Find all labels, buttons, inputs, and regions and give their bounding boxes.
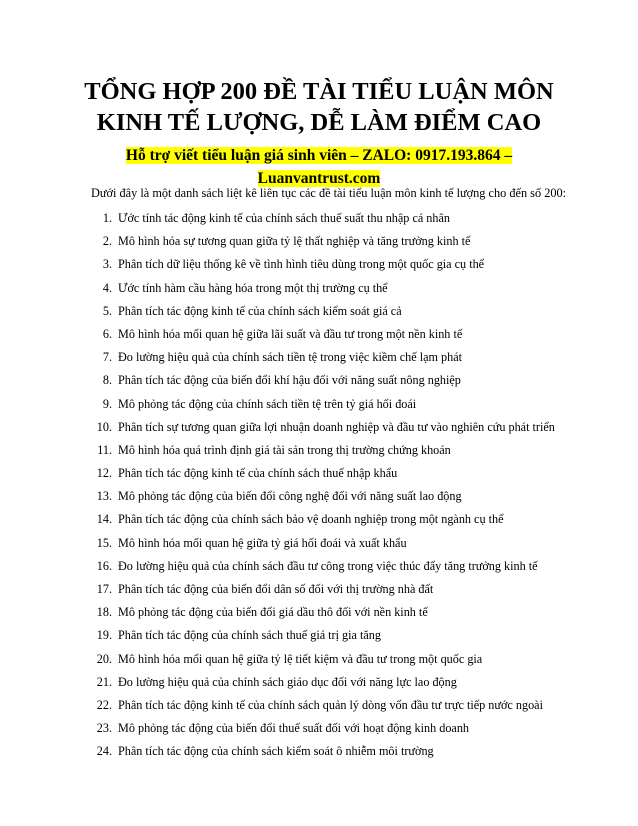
list-item-number: 14.	[96, 512, 112, 527]
list-item-text: Mô phỏng tác động của biến đổi công nghệ đối với năng suất lao động	[118, 489, 462, 504]
list-item-text: Phân tích dữ liệu thống kê về tình hình tiêu dùng trong một quốc gia cụ thể	[118, 257, 485, 272]
list-item	[0, 579, 638, 602]
list-item	[0, 672, 638, 695]
list-item-number: 12.	[96, 466, 112, 481]
list-item	[0, 602, 638, 625]
list-item	[0, 278, 638, 301]
list-item-number: 18.	[96, 605, 112, 620]
list-item	[0, 533, 638, 556]
title-line-2: KINH TẾ LƯỢNG, DỄ LÀM ĐIỂM CAO	[96, 109, 542, 136]
list-item	[0, 509, 638, 532]
list-item-text: Mô phỏng tác động của biến đổi giá dầu thô đối với nền kinh tế	[118, 605, 428, 620]
list-item-number: 22.	[96, 697, 112, 712]
list-item	[0, 417, 638, 440]
list-item	[0, 347, 638, 370]
list-item-text: Phân tích tác động của chính sách kiểm soát ô nhiễm môi trường	[118, 744, 434, 759]
list-item-number: 3.	[102, 257, 112, 272]
intro-paragraph: Dưới đây là một danh sách liệt kê liên tục các đề tài tiểu luận môn kinh tế lượng cho đến số 200:	[91, 186, 567, 200]
list-item-number: 1.	[102, 211, 112, 225]
subtitle-line-2: Luanvantrust.com	[257, 170, 381, 187]
topic-list	[0, 208, 638, 765]
list-item-number: 13.	[96, 489, 112, 504]
list-item-number: 16.	[96, 558, 112, 573]
list-item	[0, 649, 638, 672]
list-item	[0, 556, 638, 579]
list-item-number: 20.	[96, 651, 112, 666]
list-item-number: 11.	[97, 442, 112, 457]
page-title	[60, 76, 578, 138]
list-item	[0, 394, 638, 417]
list-item-number: 6.	[102, 326, 112, 341]
list-item-text: Phân tích tác động của biến đổi khí hậu đối với năng suất nông nghiệp	[118, 373, 461, 388]
list-item	[0, 370, 638, 393]
list-item	[0, 695, 638, 718]
list-item-text: Phân tích sự tương quan giữa lợi nhuận doanh nghiệp và đầu tư vào nghiên cứu phát triển	[118, 419, 555, 434]
list-item-text: Mô hình hóa mối quan hệ giữa lãi suất và đầu tư trong một nền kinh tế	[118, 326, 463, 341]
list-item-number: 21.	[96, 674, 112, 689]
title-line-1: TỔNG HỢP 200 ĐỀ TÀI TIỂU LUẬN MÔN	[84, 78, 554, 105]
list-item-number: 2.	[102, 234, 112, 249]
list-item	[0, 625, 638, 648]
list-item-text: Ước tính hàm cầu hàng hóa trong một thị trường cụ thể	[118, 280, 388, 295]
list-item-text: Đo lường hiệu quả của chính sách tiền tệ trong việc kiềm chế lạm phát	[118, 350, 463, 365]
list-item-number: 7.	[102, 350, 112, 365]
list-item-number: 5.	[102, 303, 112, 318]
list-item	[0, 301, 638, 324]
list-item-text: Phân tích tác động kinh tế của chính sách quản lý dòng vốn đầu tư trực tiếp nước ngoài	[118, 697, 543, 712]
list-item-text: Mô hình hóa sự tương quan giữa tỷ lệ thất nghiệp và tăng trưởng kinh tế	[118, 234, 471, 249]
list-item-number: 24.	[96, 744, 112, 759]
list-item-text: Phân tích tác động của chính sách bảo vệ doanh nghiệp trong một ngành cụ thể	[118, 512, 504, 527]
list-item-text: Mô hình hóa mối quan hệ giữa tỷ lệ tiết kiệm và đầu tư trong một quốc gia	[118, 651, 483, 666]
list-item-text: Phân tích tác động kinh tế của chính sách kiểm soát giá cả	[118, 303, 402, 318]
list-item-number: 17.	[96, 582, 112, 596]
list-item-text: Đo lường hiệu quả của chính sách giáo dục đối với năng lực lao động	[118, 674, 457, 689]
list-item-text: Phân tích tác động của biến đổi dân số đối với thị trường nhà đất	[118, 582, 434, 596]
list-item	[0, 231, 638, 254]
list-item-number: 23.	[96, 721, 112, 736]
list-item-text: Mô phỏng tác động của chính sách tiền tệ trên tỷ giá hối đoái	[118, 396, 417, 411]
list-item	[0, 254, 638, 277]
subtitle-line-1: Hỗ trợ viết tiểu luận giá sinh viên – ZALO: 0917.193.864 –	[125, 147, 513, 164]
list-item-text: Đo lường hiệu quả của chính sách đầu tư công trong việc thúc đẩy tăng trưởng kinh tế	[118, 558, 538, 573]
list-item	[0, 463, 638, 486]
list-item-number: 4.	[102, 280, 112, 295]
list-item-number: 9.	[102, 396, 112, 411]
list-item-number: 19.	[96, 628, 112, 643]
list-item-text: Phân tích tác động của chính sách thuế giá trị gia tăng	[118, 628, 381, 643]
list-item	[0, 208, 638, 231]
list-item-number: 15.	[96, 535, 112, 550]
list-item	[0, 718, 638, 741]
list-item	[0, 741, 638, 764]
list-item-text: Mô hình hóa quá trình định giá tài sản trong thị trường chứng khoán	[118, 442, 451, 457]
list-item	[0, 486, 638, 509]
list-item	[0, 440, 638, 463]
list-item	[0, 324, 638, 347]
list-item-text: Mô hình hóa mối quan hệ giữa tỷ giá hối đoái và xuất khẩu	[118, 535, 407, 550]
list-item-text: Mô phỏng tác động của biến đổi thuế suất đối với hoạt động kinh doanh	[118, 721, 470, 736]
list-item-text: Phân tích tác động kinh tế của chính sách thuế nhập khẩu	[118, 466, 398, 481]
list-item-number: 8.	[102, 373, 112, 388]
list-item-number: 10.	[96, 419, 112, 434]
list-item-text: Ước tính tác động kinh tế của chính sách thuế suất thu nhập cá nhân	[118, 211, 451, 225]
